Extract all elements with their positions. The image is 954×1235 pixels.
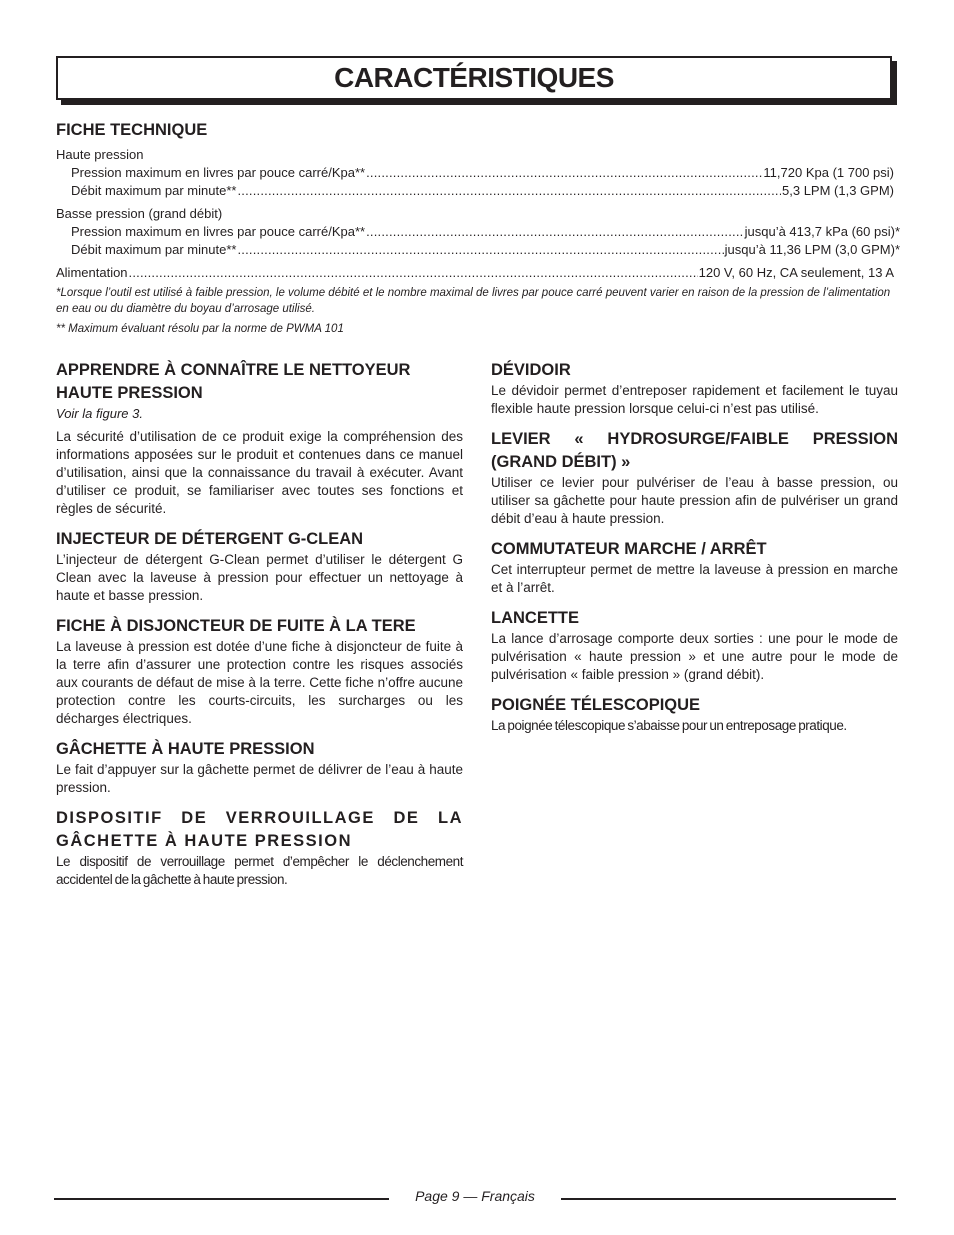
spec-heading: FICHE TECHNIQUE	[56, 121, 208, 139]
section-subtitle: Voir la figure 3.	[56, 406, 143, 421]
section-title: GÂCHETTE À HAUTE PRESSION	[56, 740, 315, 758]
section	[491, 694, 898, 735]
section-title: FICHE À DISJONCTEUR DE FUITE À LA TERE	[56, 617, 416, 635]
section	[491, 607, 898, 684]
section-title: INJECTEUR DE DÉTERGENT G-CLEAN	[56, 530, 364, 548]
power-label: Alimentation	[56, 265, 128, 280]
section	[56, 738, 463, 797]
spec-row	[56, 264, 900, 282]
page-number: Page 9 — Français	[415, 1188, 535, 1204]
left-column	[56, 359, 463, 899]
low-pressure-label: Basse pression (grand débit)	[56, 206, 223, 221]
section-title: POIGNÉE TÉLESCOPIQUE	[491, 696, 701, 714]
spec-row-label: Débit maximum par minute**	[71, 242, 237, 257]
section-body: Utiliser ce levier pour pulvériser de l’eau à basse pression, ou utiliser sa gâchette pour haute pression afin de pulvériser un grand débit d’eau à haute pression.	[491, 475, 898, 526]
spec-row	[56, 164, 900, 182]
spec-row-label: Débit maximum par minute**	[71, 183, 237, 198]
footer-rule-right	[561, 1198, 896, 1200]
page-title: CARACTÉRISTIQUES	[334, 62, 614, 93]
section-body: La lance d’arrosage comporte deux sorties : une pour le mode de pulvérisation « haute pression » et une autre pour le mode de pulvérisation « faible pression » (grand débit).	[491, 631, 898, 682]
section-title: DISPOSITIF DE VERROUILLAGE DE LA GÂCHETTE À HAUTE PRESSION	[56, 809, 463, 850]
right-column	[491, 359, 898, 745]
power-value: 120 V, 60 Hz, CA seulement, 13 A	[698, 265, 894, 280]
dot-leader	[366, 223, 744, 241]
footer-rule-left	[54, 1198, 389, 1200]
page-footer	[54, 1186, 896, 1208]
spec-row	[56, 182, 900, 200]
section-body: La poignée télescopique s’abaisse pour un entreposage pratique.	[491, 718, 847, 733]
section-title: LANCETTE	[491, 609, 579, 627]
low-pressure-group	[56, 205, 900, 259]
spec-sheet	[56, 120, 900, 338]
spec-footnote: ** Maximum évaluant résolu par la norme de PWMA 101	[56, 323, 344, 335]
spec-row-value: jusqu’à 413,7 kPa (60 psi)*	[744, 224, 900, 239]
spec-row-value: jusqu’à 11,36 LPM (3,0 GPM)*	[724, 242, 900, 257]
section-body: Le fait d’appuyer sur la gâchette permet de délivrer de l’eau à haute pression.	[56, 762, 463, 795]
section-body: Le dévidoir permet d’entreposer rapidement et facilement le tuyau flexible haute pression lorsque celui-ci n’est pas utilisé.	[491, 383, 898, 416]
section-title: APPRENDRE À CONNAÎTRE LE NETTOYEUR HAUTE PRESSION	[56, 361, 411, 402]
spec-row-label: Pression maximum en livres par pouce carré/Kpa**	[71, 224, 366, 239]
dot-leader	[237, 241, 723, 259]
section-title: DÉVIDOIR	[491, 361, 571, 379]
section-body: La sécurité d’utilisation de ce produit exige la compréhension des informations apposées sur le produit et contenues dans ce manuel d’utilisation, ainsi que la connaissance du travail à exécuter. Avant d’utiliser ce produit, se familiariser avec toutes ses fonctions et règles de sécurité.	[56, 429, 463, 516]
dot-leader	[129, 264, 698, 282]
section	[56, 807, 463, 889]
dot-leader	[366, 164, 762, 182]
section-title: COMMUTATEUR MARCHE / ARRÊT	[491, 540, 767, 558]
section	[491, 538, 898, 597]
spec-row-value: 5,3 LPM (1,3 GPM)	[782, 183, 894, 198]
section	[56, 528, 463, 605]
page-title-box	[56, 56, 892, 100]
section-body: Cet interrupteur permet de mettre la laveuse à pression en marche et à l’arrêt.	[491, 562, 898, 595]
section-body: Le dispositif de verrouillage permet d’empêcher le déclenchement accidentel de la gâchette à haute pression.	[56, 854, 463, 887]
high-pressure-label: Haute pression	[56, 147, 144, 162]
section-body: La laveuse à pression est dotée d’une fiche à disjoncteur de fuite à la terre afin d’assurer une protection contre les risques associés aux courants de défaut de mise à la terre. Cette fiche n’offre aucune protection contre les courts-circuits, les surcharges ou les décharges électriques.	[56, 639, 463, 726]
high-pressure-group	[56, 146, 900, 200]
section-body: L’injecteur de détergent G-Clean permet d’utiliser le détergent G Clean avec la laveuse à pression pour effectuer un nettoyage à haute et basse pression.	[56, 552, 463, 603]
section	[491, 428, 898, 528]
power-group	[56, 264, 900, 282]
spec-footnote: *Lorsque l’outil est utilisé à faible pression, le volume débité et le nombre maximal de livres par pouce carré peuvent varier en raison de la pression de l’alimentation en eau ou du diamètre du boyau d’arrosage utilisé.	[56, 287, 891, 315]
section	[56, 359, 463, 518]
section-title: LEVIER « HYDROSURGE/FAIBLE PRESSION (GRAND DÉBIT) »	[491, 430, 898, 471]
section	[56, 615, 463, 728]
section	[491, 359, 898, 418]
spec-row-label: Pression maximum en livres par pouce carré/Kpa**	[71, 165, 366, 180]
dot-leader	[237, 182, 781, 200]
spec-row	[56, 241, 900, 259]
spec-row-value: 11,720 Kpa (1 700 psi)	[763, 165, 894, 180]
spec-row	[56, 223, 900, 241]
